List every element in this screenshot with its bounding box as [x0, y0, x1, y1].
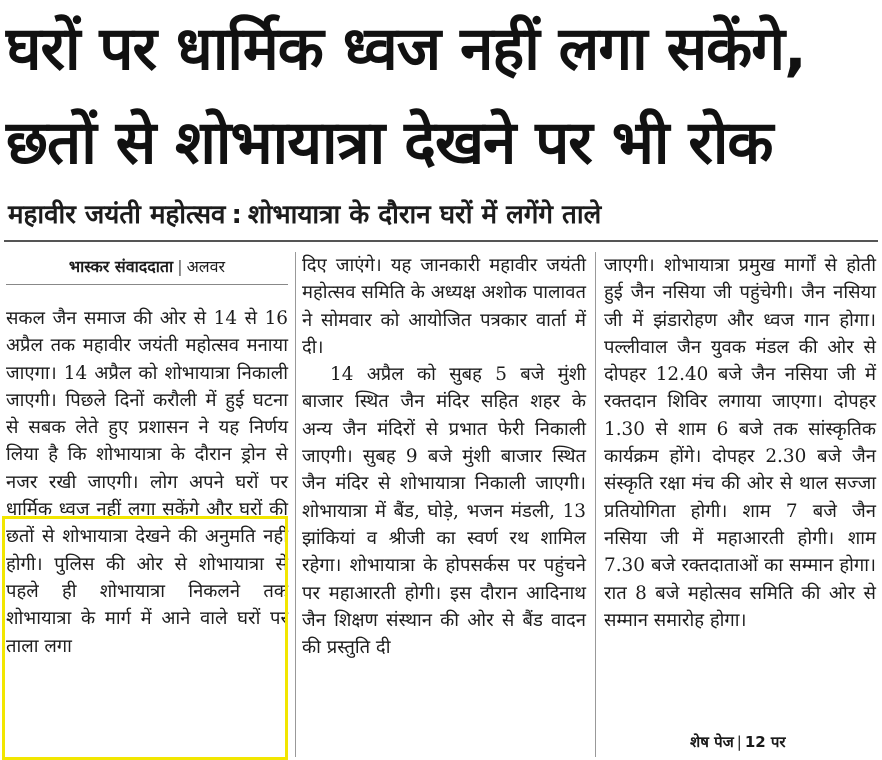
continued-label: शेष पेज: [690, 733, 734, 751]
column-3-paragraph: जाएगी। शोभायात्रा प्रमुख मार्गों से होती हुई जैन नसिया जी पहुंचेगी। जैन नसिया जी में झंडारोहण और ध्वज गान होगा। पल्लीवाल जैन युवक मंडल की ओर से दोपहर 12.40 बजे जैन नसिया जी में रक्तदान शिविर लगाया जाएगा। दोपहर 1.30 से शाम 6 बजे तक सांस्कृतिक कार्यक्रम होंगे। दोपहर 2.30 बजे जैन संस्कृति रक्षा मंच की ओर से थाल सज्जा प्रतियोगिता होगी। शाम 7 बजे जैन नसिया जी में महाआरती होगी। शाम 7.30 बजे रक्तदाताओं का सम्मान होगा। रात 8 बजे महोत्सव समिति की ओर से सम्मान समारोह होगा।: [604, 255, 876, 631]
headline-line-2: छतों से शोभायात्रा देखने पर भी रोक: [6, 108, 773, 178]
article-column-2: [302, 252, 586, 661]
byline: [6, 252, 288, 285]
column-2-paragraph-2: 14 अप्रैल को सुबह 5 बजे मुंशी बाजार स्थित जैन मंदिर सहित शहर के अन्य जैन मंदिरों से प्रभात फेरी निकाली जाएगी। सुबह 9 बजे मुंशी बाजार स्थित जैन मंदिर से शोभायात्रा निकाली जाएगी। शोभायात्रा में बैंड, घोड़े, भजन मंडली, 13 झांकियां व श्रीजी का स्वर्ण रथ शामिल रहेगा। शोभायात्रा के होपसर्कस पर पहुंचने पर महाआरती होगी। इस दौरान आदिनाथ जैन शिक्षण संस्थान की ओर से बैंड वादन की प्रस्तुति दी: [302, 364, 586, 659]
subheadline-colon: :: [231, 200, 242, 230]
headline-line-1: घरों पर धार्मिक ध्वज नहीं लगा सकेंगे,: [6, 14, 806, 84]
continued-on-page: [690, 732, 786, 752]
column-divider-2: [595, 252, 596, 757]
continued-separator: |: [736, 733, 742, 751]
continued-page: 12 पर: [744, 733, 786, 751]
column-divider-1: [295, 252, 296, 757]
subheadline: [8, 198, 878, 232]
byline-place: अलवर: [186, 257, 226, 276]
subheadline-label: महावीर जयंती महोत्सव: [8, 200, 226, 230]
byline-reporter: भास्कर संवाददाता: [68, 257, 174, 276]
byline-separator: |: [177, 257, 183, 276]
subheadline-text: शोभायात्रा के दौरान घरों में लगेंगे ताले: [247, 200, 602, 230]
highlight-box: [2, 516, 288, 760]
headline: [6, 2, 878, 190]
column-1-paragraph: सकल जैन समाज की ओर से 14 से 16 अप्रैल तक महावीर जयंती महोत्सव मनाया जाएगा। 14 अप्रैल को शोभायात्रा निकाली जाएगी। पिछले दिनों करौली में हुई घटना से सबक लेते हुए प्रशासन ने यह निर्णय लिया है कि शोभायात्रा के दौरान ड्रोन से नजर रखी जाएगी। लोग अपने घरों पर धार्मिक ध्वज नहीं लगा सकेंगे और घरों की छतों से शोभायात्रा देखने की अनुमति नहीं होगी। पुलिस की ओर से शोभायात्रा से पहले ही शोभायात्रा निकलने तक शोभायात्रा के मार्ग में आने वाले घरों पर ताला लगा: [6, 308, 288, 657]
article-column-3: [604, 252, 876, 634]
header-divider: [4, 240, 878, 242]
column-2-paragraph-1: दिए जाएंगे। यह जानकारी महावीर जयंती महोत्सव समिति के अध्यक्ष अशोक पालावत ने सोमवार को आयोजित पत्रकार वार्ता में दी।: [302, 255, 586, 358]
